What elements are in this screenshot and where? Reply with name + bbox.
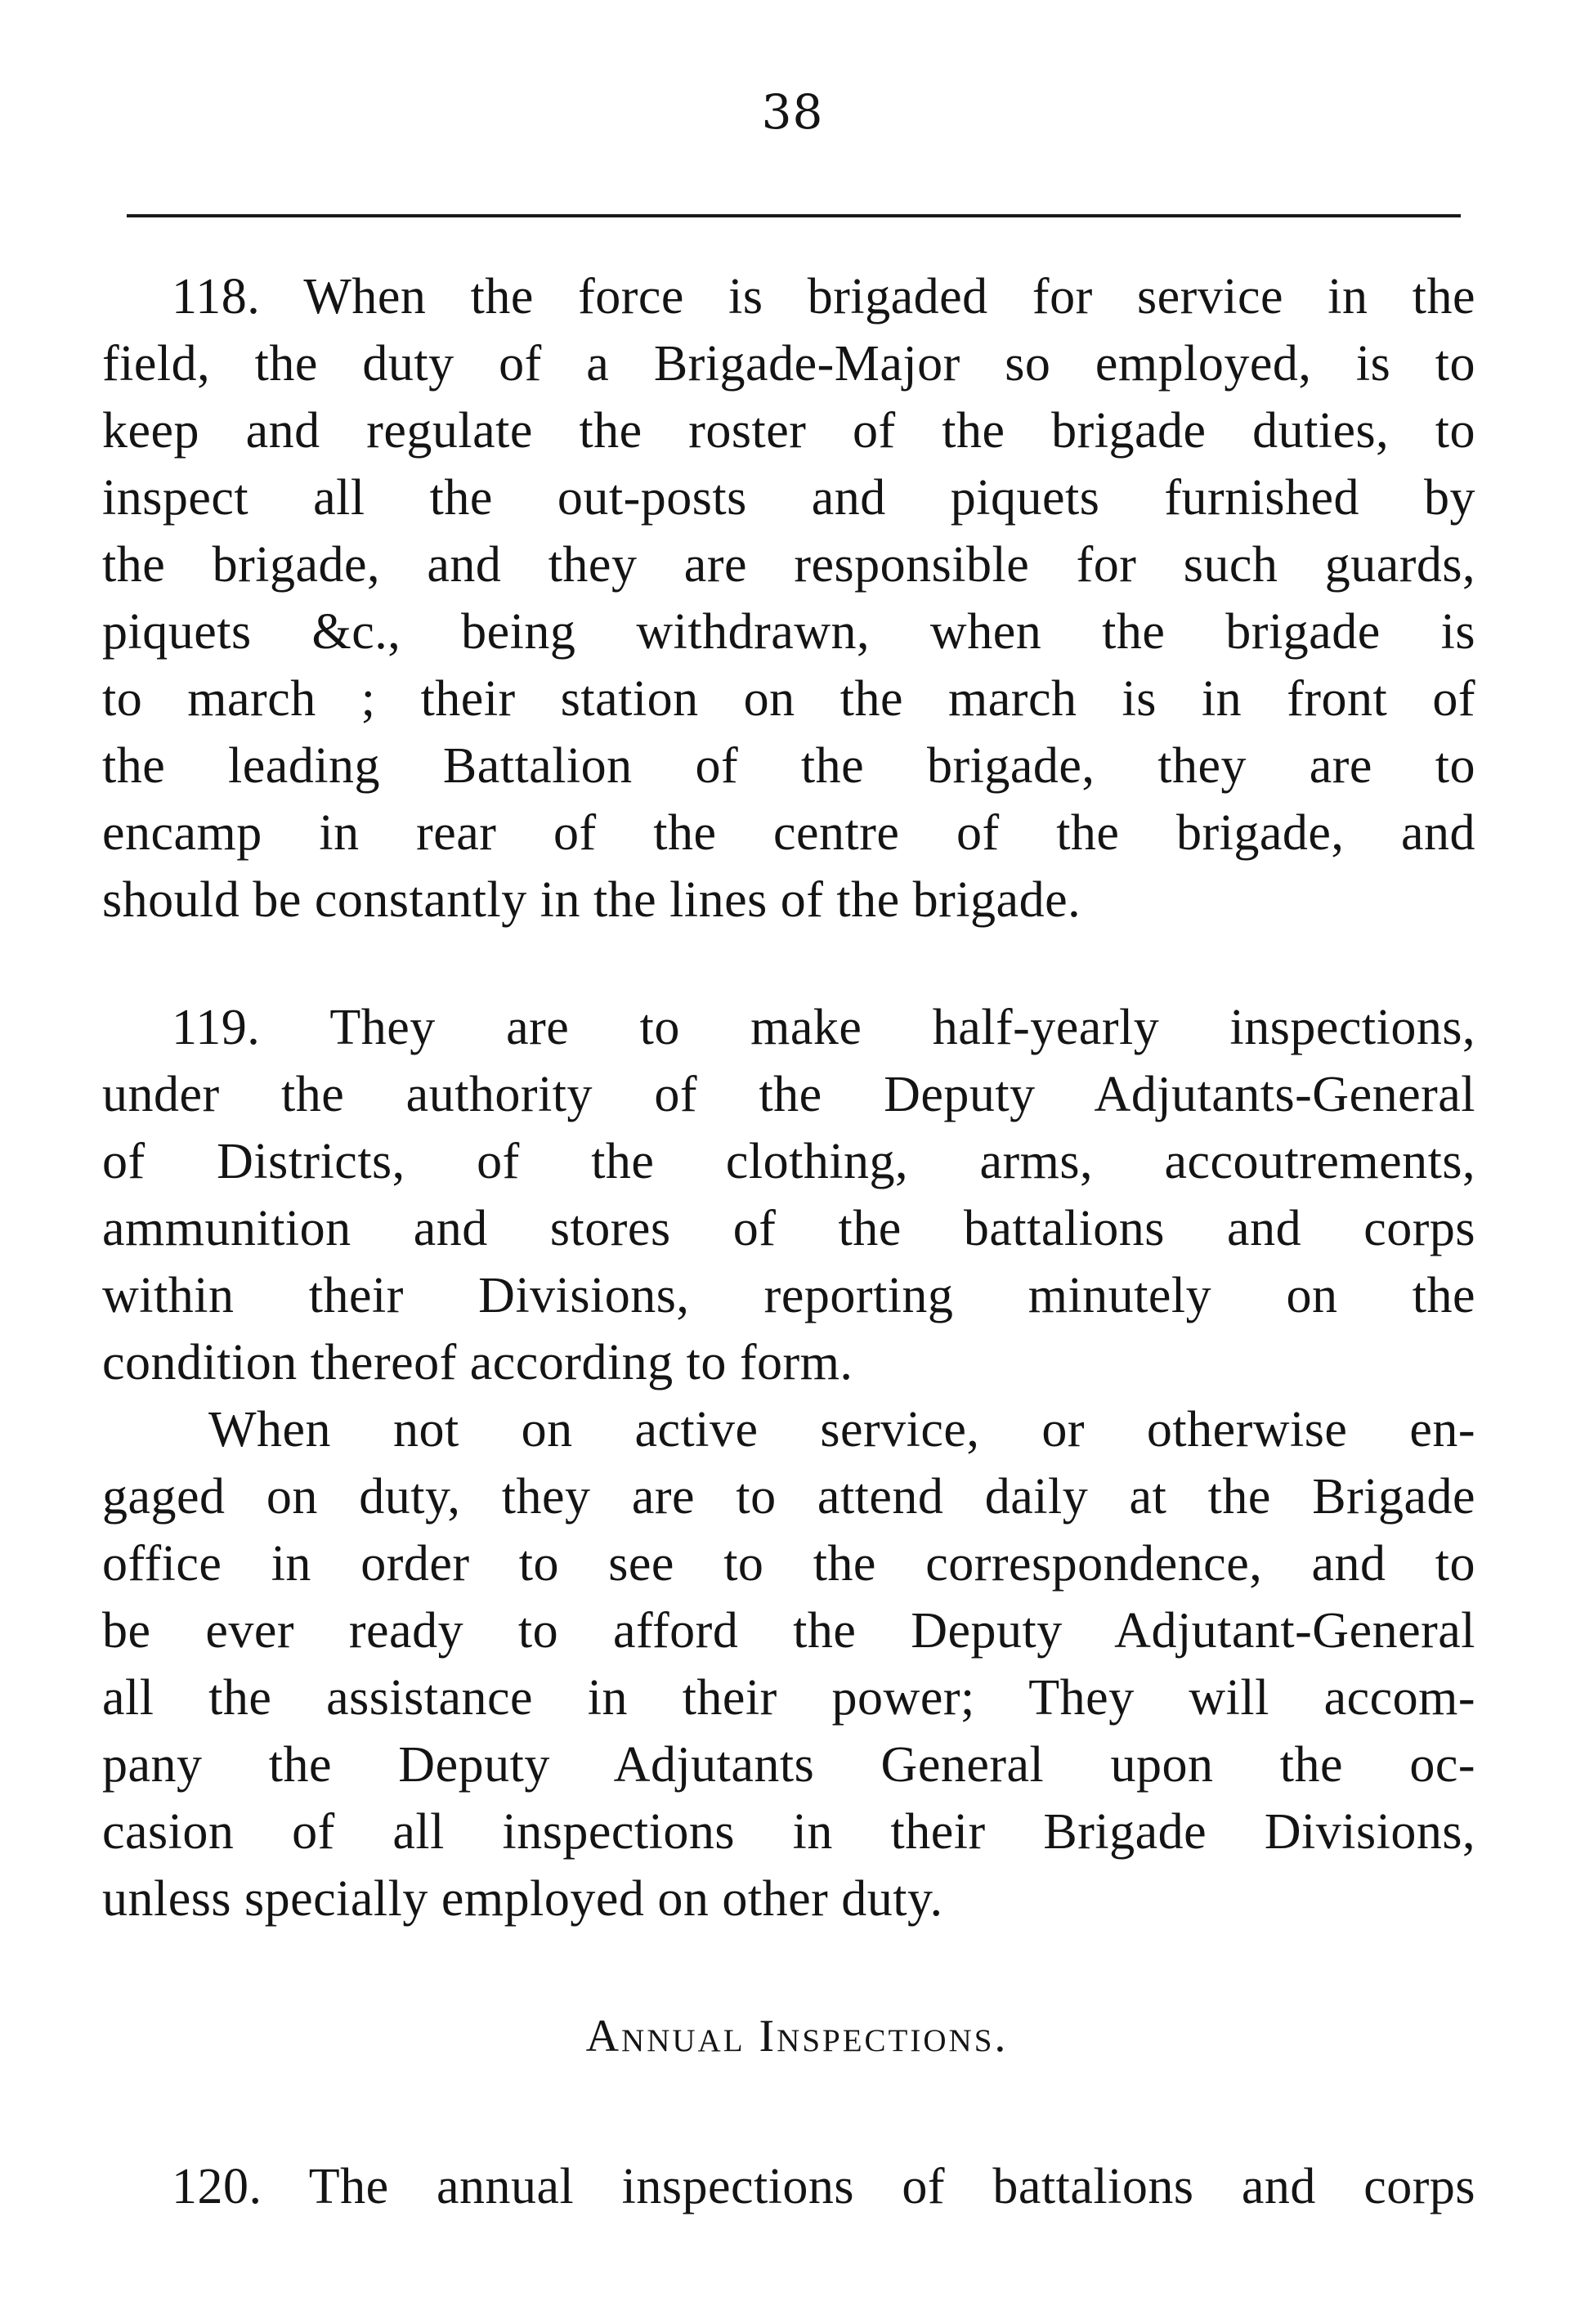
paragraph-line: 118. When the force is brigaded for service in the [172,269,1475,325]
paragraph-line: within their Divisions, reporting minutely on the [102,1268,1475,1323]
paragraph-line: field, the duty of a Brigade-Major so employed, is to [102,336,1475,392]
section-heading: Annual Inspections. [585,2011,1009,2062]
paragraph-line: gaged on duty, they are to attend daily at the Brigade [102,1469,1475,1525]
paragraph-line: pany the Deputy Adjutants General upon the oc- [102,1737,1475,1793]
paragraph-line: of Districts, of the clothing, arms, accoutrements, [102,1134,1475,1189]
paragraph-line: should be constantly in the lines of the brigade. [102,872,1081,928]
paragraph-line: condition thereof according to form. [102,1335,853,1390]
paragraph-line: piquets &c., being withdrawn, when the brigade is [102,604,1475,660]
paragraph-120 [102,2153,1475,2220]
paragraph-line: 119. They are to make half-yearly inspections, [172,1000,1475,1055]
paragraph-line: 120. The annual inspections of battalions and corps [172,2159,1475,2214]
paragraph-line: the brigade, and they are responsible for such guards, [102,537,1475,593]
page-number: 38 [761,84,824,140]
paragraph-gap [102,934,1475,994]
header-rule [127,214,1461,217]
paragraph-line: casion of all inspections in their Brigade Divisions, [102,1804,1475,1860]
paragraph-line: unless specially employed on other duty. [102,1871,943,1927]
paragraph-119-continued [102,1396,1475,1932]
paragraph-118 [102,263,1475,934]
paragraph-line: When not on active service, or otherwise en- [208,1402,1475,1458]
text-column [102,263,1475,2220]
paragraph-line: be ever ready to afford the Deputy Adjutant-General [102,1603,1475,1659]
paragraph-line: all the assistance in their power; They will accom- [102,1670,1475,1726]
paragraph-line: office in order to see to the correspondence, and to [102,1536,1475,1592]
paragraph-line: keep and regulate the roster of the brigade duties, to [102,403,1475,459]
paragraph-line: the leading Battalion of the brigade, they are to [102,738,1475,794]
paragraph-line: encamp in rear of the centre of the brigade, and [102,805,1475,861]
paragraph-line: inspect all the out-posts and piquets furnished by [102,470,1475,526]
paragraph-119 [102,994,1475,1396]
paragraph-line: to march ; their station on the march is in front of [102,671,1475,727]
paragraph-line: under the authority of the Deputy Adjutants-General [102,1067,1475,1122]
paragraph-line: ammunition and stores of the battalions and corps [102,1201,1475,1256]
